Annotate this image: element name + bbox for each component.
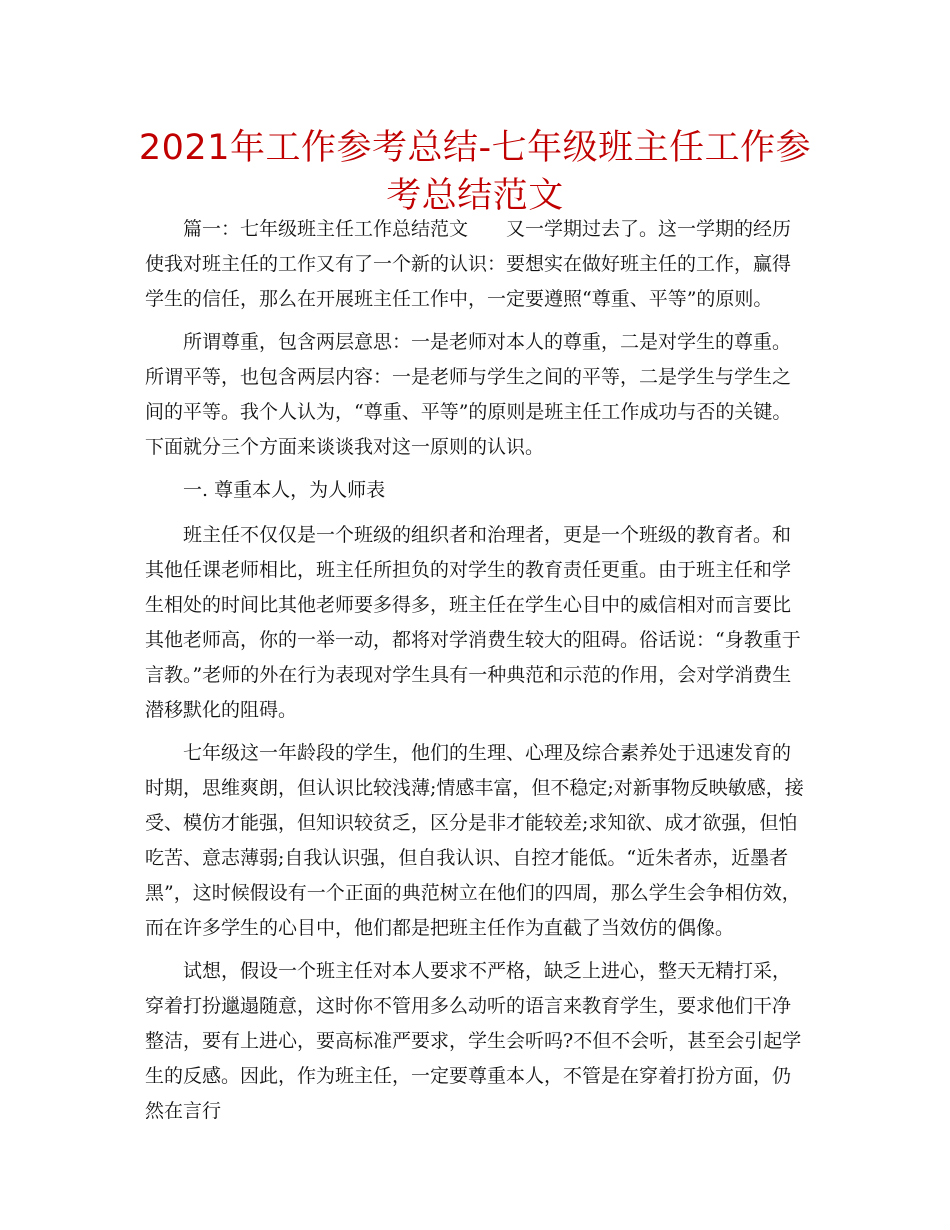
- paragraph-1: [145, 212, 805, 317]
- paragraph-3: 班主任不仅仅是一个班级的组织者和治理者，更是一个班级的教育者。和其他任课老师相比，班主任所担负的对学生的教育责任更重。由于班主任和学生相处的时间比其他老师要多得多，班主任在学生心目中的威信相对而言要比其他老师高，你的一举一动，都将对学消费生较大的阻碍。俗话说：“身教重于言教。”老师的外在行为表现对学生具有一种典范和示范的作用，会对学消费生潜移默化的阻碍。: [145, 524, 801, 721]
- paragraph-text: 又一学期过去了。这一学期的经历使我对班主任的工作又有了一个新的认识：要想实在做好班主任的工作，赢得学生的信任，那么在开展班主任工作中，一定要遵照“尊重、平等”的原则。: [145, 218, 792, 310]
- paragraph-4: 七年级这一年龄段的学生，他们的生理、心理及综合素养处于迅速发育的时期，思维爽朗，但认识比较浅薄;情感丰富，但不稳定;对新事物反映敏感，接受、模仿才能强，但知识较贫乏，区分是非才能较差;求知欲、成才欲强，但怕吃苦、意志薄弱;自我认识强，但自我认识、自控才能低。“近朱者赤，近墨者黑”，这时候假设有一个正面的典范树立在他们的四周，那么学生会争相仿效，而在许多学生的心目中，他们都是把班主任作为直截了当效仿的偶像。: [145, 742, 804, 939]
- document-title: 2021年工作参考总结-七年级班主任工作参考总结范文: [138, 128, 812, 216]
- section-lead: 篇一：七年级班主任工作总结范文: [183, 218, 469, 240]
- paragraph-2: 所谓尊重，包含两层意思：一是老师对本人的尊重，二是对学生的尊重。所谓平等，也包含两层内容：一是老师与学生之间的平等，二是学生与学生之间的平等。我个人认为，“尊重、平等”的原则是班主任工作成功与否的关键。下面就分三个方面来谈谈我对这一原则的认识。: [145, 331, 792, 458]
- paragraph-5: 试想，假设一个班主任对本人要求不严格，缺乏上进心，整天无精打采，穿着打扮邋遢随意，这时你不管用多么动听的语言来教育学生，要求他们干净整洁，要有上进心，要高标准严要求，学生会听吗?不但不会听，甚至会引起学生的反感。因此，作为班主任，一定要尊重本人，不管是在穿着打扮方面，仍然在言行: [145, 960, 802, 1122]
- document-body: [145, 212, 805, 1137]
- section-heading: 一. 尊重本人，为人师表: [183, 479, 386, 501]
